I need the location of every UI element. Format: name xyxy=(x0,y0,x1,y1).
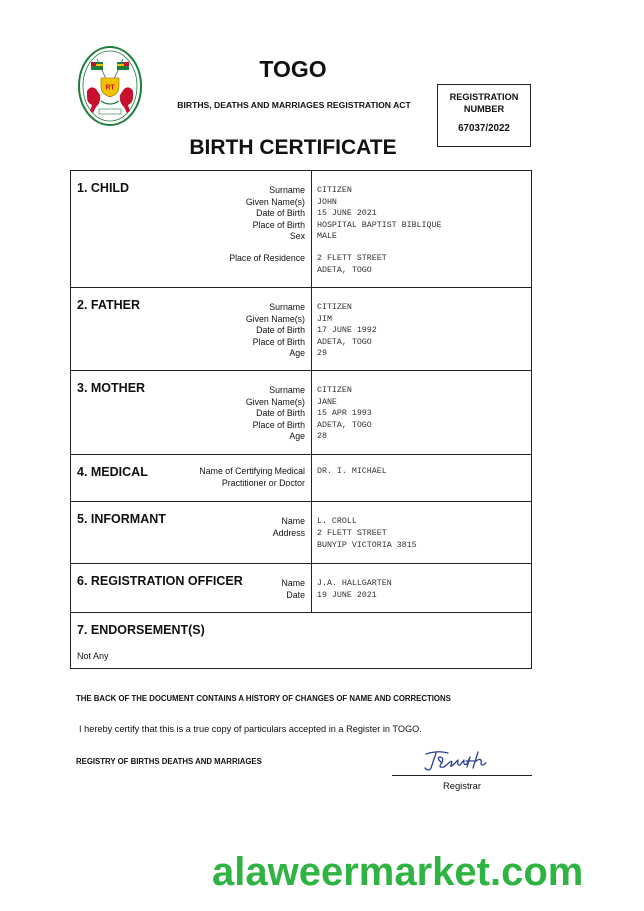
field-label: Place of Birth xyxy=(252,219,305,230)
field-value: L. CROLL xyxy=(317,517,357,526)
section-father xyxy=(71,288,531,371)
field-label: Age xyxy=(289,348,305,358)
field-value: 15 APR 1993 xyxy=(317,409,372,418)
registration-act: BIRTHS, DEATHS AND MARRIAGES REGISTRATION ACT xyxy=(177,100,411,110)
informant-address-row-2 xyxy=(71,540,531,552)
section-mother xyxy=(71,371,531,455)
informant-address-row xyxy=(71,528,531,540)
field-label: Date xyxy=(286,590,305,600)
field-label: Age xyxy=(289,431,305,441)
field-label: Surname xyxy=(269,302,305,312)
field-label: Name xyxy=(281,578,305,588)
father-date-of-birth-row xyxy=(71,325,531,337)
registrar-signature xyxy=(420,748,504,774)
field-value: 28 xyxy=(317,432,327,441)
field-value: 19 JUNE 2021 xyxy=(317,591,377,600)
section-endorsement xyxy=(71,613,531,668)
field-value: ADETA, TOGO xyxy=(317,420,372,430)
section-medical xyxy=(71,455,531,502)
child-place-of-birth-row xyxy=(71,220,531,232)
section-title: 5. INFORMANT xyxy=(77,512,166,526)
section-informant xyxy=(71,502,531,564)
field-value: J.A. HALLGARTEN xyxy=(317,579,392,588)
child-residence-row-2 xyxy=(71,265,531,277)
father-place-of-birth-row xyxy=(71,337,531,349)
field-label: Given Name(s) xyxy=(245,196,305,207)
medical-practitioner-row-2 xyxy=(71,478,531,490)
certification-statement: I hereby certify that this is a true copy of particulars accepted in a Register in TOGO. xyxy=(79,724,422,734)
section-title: 2. FATHER xyxy=(77,298,140,312)
child-sex-row xyxy=(71,231,531,243)
togo-seal-logo xyxy=(77,45,143,127)
field-label: Practitioner or Doctor xyxy=(221,477,305,488)
section-title: 6. REGISTRATION OFFICER xyxy=(77,574,243,588)
father-given-names-row xyxy=(71,314,531,326)
field-label: Given Name(s) xyxy=(245,396,305,407)
document-title: BIRTH CERTIFICATE xyxy=(189,136,397,159)
informant-name-row xyxy=(71,516,531,528)
section-title: 1. CHILD xyxy=(77,181,130,195)
field-value: 2 FLETT STREET xyxy=(317,254,387,263)
registrar-label: Registrar xyxy=(442,780,482,791)
child-residence-row xyxy=(71,253,531,265)
father-age-row xyxy=(71,348,531,360)
registration-label-line1: REGISTRATION xyxy=(449,92,519,102)
father-surname-row xyxy=(71,302,531,314)
field-value: DR. I. MICHAEL xyxy=(317,467,387,476)
mother-place-of-birth-row xyxy=(71,420,531,432)
child-date-of-birth-row xyxy=(71,208,531,220)
field-label: Name of Certifying Medical xyxy=(199,466,305,476)
registration-number-box xyxy=(437,84,531,147)
field-value: 17 JUNE 1992 xyxy=(317,326,377,335)
field-value: JANE xyxy=(317,397,337,407)
field-value: 2 FLETT STREET xyxy=(317,529,387,538)
field-value: ADETA, TOGO xyxy=(317,337,372,347)
mother-age-row xyxy=(71,431,531,443)
section-child xyxy=(71,171,531,288)
seal-text: RT xyxy=(105,84,115,92)
certificate-table xyxy=(70,170,532,669)
back-of-document-note: THE BACK OF THE DOCUMENT CONTAINS A HISTORY OF CHANGES OF NAME AND CORRECTIONS xyxy=(76,694,451,703)
officer-name-row xyxy=(71,578,531,590)
section-title: 3. MOTHER xyxy=(77,381,146,395)
field-label: Date of Birth xyxy=(256,408,305,418)
mother-surname-row xyxy=(71,385,531,397)
field-value: 29 xyxy=(317,349,327,358)
officer-date-row xyxy=(71,590,531,602)
signature-line xyxy=(392,775,532,776)
mother-date-of-birth-row xyxy=(71,408,531,420)
watermark-text: alaweermarket.com xyxy=(212,850,584,894)
registration-label-line2: NUMBER xyxy=(463,103,505,114)
field-value: 15 JUNE 2021 xyxy=(317,209,377,218)
field-value: BUNYIP VICTORIA 3815 xyxy=(317,541,417,550)
endorsement-value: Not Any xyxy=(77,651,109,661)
field-label: Place of Birth xyxy=(252,419,305,430)
field-value: JIM xyxy=(317,314,332,324)
field-value: HOSPITAL BAPTIST BIBLIQUE xyxy=(317,220,442,230)
section-title: 7. ENDORSEMENT(S) xyxy=(77,623,205,637)
registration-number: 67037/2022 xyxy=(458,123,510,134)
field-label: Place of Residence xyxy=(229,253,305,263)
field-label: Given Name(s) xyxy=(245,313,305,324)
field-value: ADETA, TOGO xyxy=(317,265,372,275)
field-value: CITIZEN xyxy=(317,386,352,395)
field-label: Surname xyxy=(269,185,305,195)
field-label: Date of Birth xyxy=(256,208,305,218)
field-value: JOHN xyxy=(317,197,337,207)
child-surname-row xyxy=(71,185,531,197)
field-label: Name xyxy=(281,516,305,526)
country-title: TOGO xyxy=(259,56,327,82)
field-label: Sex xyxy=(289,231,305,241)
child-given-names-row xyxy=(71,197,531,209)
field-value: MALE xyxy=(317,232,337,241)
field-label: Place of Birth xyxy=(252,336,305,347)
medical-practitioner-row xyxy=(71,466,531,478)
field-label: Date of Birth xyxy=(256,325,305,335)
field-label: Address xyxy=(272,528,305,538)
section-registration-officer xyxy=(71,564,531,613)
registry-name: REGISTRY OF BIRTHS DEATHS AND MARRIAGES xyxy=(76,757,262,766)
section-title: 4. MEDICAL xyxy=(77,465,148,479)
field-value: CITIZEN xyxy=(317,186,352,195)
field-label: Surname xyxy=(269,385,305,395)
mother-given-names-row xyxy=(71,397,531,409)
field-value: CITIZEN xyxy=(317,303,352,312)
